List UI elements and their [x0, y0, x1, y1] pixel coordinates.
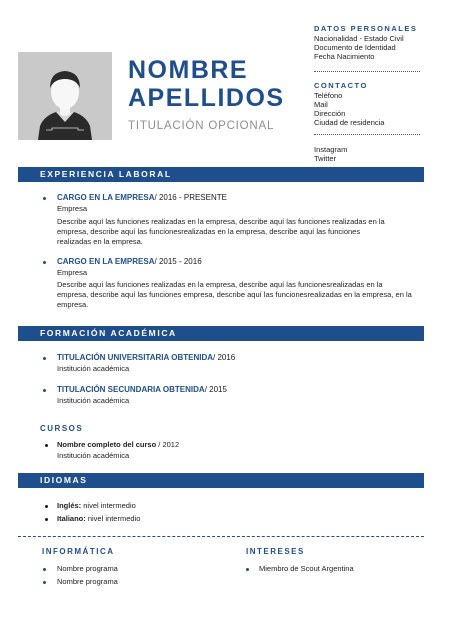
language-level: nivel intermedio	[81, 501, 136, 510]
languages-heading: IDIOMAS	[40, 475, 88, 485]
bullet-icon	[43, 568, 46, 571]
bullet-icon	[43, 197, 46, 200]
bullet-icon	[43, 581, 46, 584]
personal-line: Documento de Identidad	[314, 43, 396, 52]
bullet-icon	[45, 518, 48, 521]
institution: Institución académica	[57, 396, 130, 405]
bullet-icon	[43, 389, 46, 392]
optional-title: TITULACIÓN OPCIONAL	[128, 120, 275, 132]
computing-item: Nombre programa	[57, 577, 118, 586]
bullet-icon	[246, 568, 249, 571]
degree-name: TITULACIÓN UNIVERSITARIA OBTENIDA	[57, 353, 213, 362]
job-description-line: empresa.	[57, 300, 89, 309]
full-name	[128, 56, 285, 112]
job-description-line: empresa, describe aquí las funcionesrealizadas en la empresa, describe aquí las funciones	[57, 227, 361, 236]
contact-address: Dirección	[314, 109, 346, 118]
experience-section-bar	[18, 167, 424, 182]
social-list	[314, 145, 347, 163]
job-dates: / 2015 - 2016	[154, 257, 202, 266]
bullet-icon	[43, 261, 46, 264]
language-level: nivel intermedio	[85, 514, 141, 523]
language-item	[57, 501, 136, 511]
last-name: APELLIDOS	[128, 84, 285, 112]
contact-mail: Mail	[314, 100, 328, 109]
degree-title	[57, 353, 235, 362]
language-item	[57, 514, 140, 524]
job-company: Empresa	[57, 204, 88, 213]
personal-line: Fecha Nacimiento	[314, 52, 375, 61]
contact-city: Ciudad de residencia	[314, 118, 385, 127]
interests-heading: INTERESES	[246, 547, 305, 556]
job-description-line: realizadas en la empresa.	[57, 237, 143, 246]
job-title	[57, 193, 227, 202]
education-section-bar	[18, 326, 424, 341]
divider	[314, 71, 420, 72]
education-heading: FORMACIÓN ACADÉMICA	[40, 328, 177, 338]
job-description	[57, 280, 427, 310]
interest-item: Miembro de Scout Argentina	[259, 564, 354, 573]
languages-section-bar	[18, 473, 424, 488]
degree-year: / 2015	[204, 385, 227, 394]
degree-name: TITULACIÓN SECUNDARIA OBTENIDA	[57, 385, 205, 394]
job-role: CARGO EN LA EMPRESA	[57, 193, 155, 202]
personal-data-heading: DATOS PERSONALES	[314, 24, 418, 33]
job-description-line: empresa, describe aquí las funciones empresa, describe aquí las funcionesrealizadas en la empresa, en la	[57, 290, 412, 299]
course-institution: Institución académica	[57, 451, 130, 460]
courses-heading: CURSOS	[40, 424, 84, 433]
course-name: Nombre completo del curso	[57, 440, 157, 449]
avatar-silhouette-icon	[18, 52, 112, 140]
job-company: Empresa	[57, 268, 88, 277]
bullet-icon	[43, 357, 46, 360]
contact-heading: CONTACTO	[314, 81, 368, 90]
job-dates: / 2016 - PRESENTE	[154, 193, 227, 202]
first-name: NOMBRE	[128, 56, 249, 84]
computing-heading: INFORMÁTICA	[42, 547, 115, 556]
degree-year: / 2016	[213, 353, 236, 362]
course-title	[57, 440, 179, 450]
experience-heading: EXPERIENCIA LABORAL	[40, 169, 172, 179]
language-name: Inglés:	[57, 501, 82, 510]
profile-photo	[18, 52, 112, 140]
divider	[314, 134, 420, 135]
language-name: Italiano:	[57, 514, 86, 523]
job-description	[57, 217, 427, 247]
personal-data-list	[314, 34, 404, 61]
contact-list	[314, 91, 384, 127]
section-divider	[18, 536, 424, 537]
computing-item: Nombre programa	[57, 564, 118, 573]
bullet-icon	[45, 505, 48, 508]
job-title	[57, 257, 202, 266]
institution: Institución académica	[57, 364, 130, 373]
social-twitter: Twitter	[314, 154, 337, 163]
job-role: CARGO EN LA EMPRESA	[57, 257, 155, 266]
social-instagram: Instagram	[314, 145, 348, 154]
course-year: / 2012	[156, 440, 180, 449]
job-description-line: Describe aquí las funciones realizadas en la empresa, describe aquí las funcionesrealizadas en la	[57, 280, 383, 289]
personal-line: Nacionalidad - Estado Civil	[314, 34, 404, 43]
bullet-icon	[45, 444, 48, 447]
job-description-line: Describe aquí las funciones realizadas en la empresa, describe aquí las funciones realizadas en la	[57, 217, 385, 226]
degree-title	[57, 385, 227, 394]
contact-phone: Teléfono	[314, 91, 343, 100]
